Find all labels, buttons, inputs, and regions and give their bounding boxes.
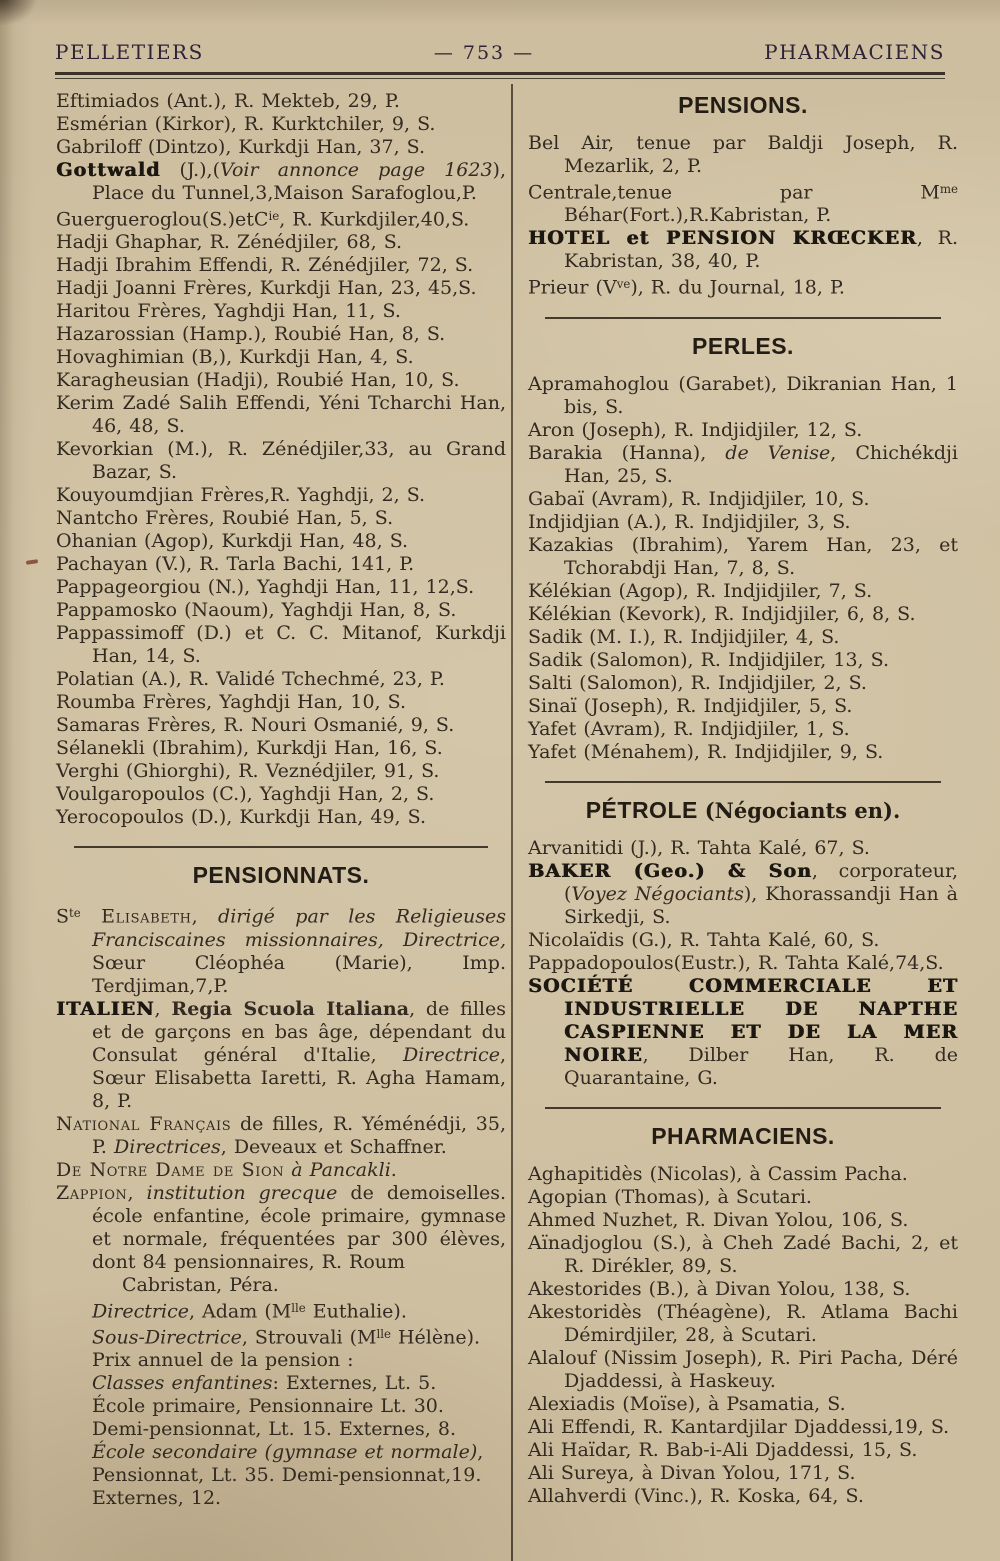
section-heading	[528, 796, 958, 823]
directory-entry: Alalouf (Nissim Joseph), R. Piri Pacha, Déré Djaddessi, à Haskeuy.	[528, 1346, 958, 1392]
section-pharmaciens	[528, 1107, 958, 1508]
section-heading-suffix: (Négociants en).	[704, 797, 901, 823]
directory-entry: Gottwald (J.),(Voir annonce page 1623), Place du Tunnel,3,Maison Sarafoglou,P.	[56, 159, 506, 204]
directory-entry: Pappassimoff (D.) et C. C. Mitanof, Kurkdji Han, 14, S.	[56, 622, 506, 668]
page-header	[55, 40, 945, 79]
entry-list	[56, 90, 506, 829]
section-rule	[545, 317, 941, 319]
directory-entry: Kélékian (Kevork), R. Indjidjiler, 6, 8, S.	[528, 602, 916, 625]
directory-entry: Prix annuel de la pension :	[92, 1349, 354, 1372]
directory-entry: Ohanian (Agop), Kurkdji Han, 48, S.	[56, 530, 409, 553]
directory-entry: École secondaire (gymnase et normale),	[92, 1441, 484, 1464]
directory-entry: Sadik (Salomon), R. Indjidjiler, 13, S.	[528, 648, 890, 671]
directory-entry: Yerocopoulos (D.), Kurkdji Han, 49, S.	[56, 806, 427, 829]
section-heading: PHARMACIENS.	[651, 1122, 835, 1149]
section-petrole	[528, 781, 958, 1090]
directory-entry: Sinaï (Joseph), R. Indjidjiler, 5, S.	[528, 694, 853, 717]
directory-entry: Hadji Joanni Frères, Kurkdji Han, 23, 45,S.	[56, 277, 477, 300]
directory-entry: Samaras Frères, R. Nouri Osmanié, 9, S.	[56, 714, 455, 737]
directory-entry: Alexiadis (Moïse), à Psamatia, S.	[528, 1392, 846, 1415]
directory-entry: Indjidjian (A.), R. Indjidjiler, 3, S.	[528, 510, 851, 533]
directory-entry: Directrice, Adam ($M^{lle}$ Euthalie).	[92, 1299, 407, 1322]
directory-entry: Verghi (Ghiorghi), R. Veznédjiler, 91, S.	[56, 760, 440, 783]
directory-entry: Aïnadjoglou (S.), à Cheh Zadé Bachi, 2, et R. Dirékler, 89, S.	[528, 1231, 958, 1277]
section-rule	[545, 781, 941, 783]
directory-entry: Hadji Ibrahim Effendi, R. Zénédjiler, 72, S.	[56, 254, 474, 277]
directory-entry: $S^{te}$ Elisabeth, dirigé par les Religieuses Franciscaines missionnaires, Directrice, Sœur Cléophéa (Marie), Imp. Terdjiman,7,P.	[56, 905, 506, 997]
directory-entry: Sélanekli (Ibrahim), Kurkdji Han, 16, S.	[56, 737, 443, 760]
directory-entry: Aghapitidès (Nicolas), à Cassim Pacha.	[528, 1162, 908, 1185]
directory-entry: Ali Haïdar, R. Bab-i-Ali Djaddessi, 15, S.	[528, 1438, 918, 1461]
directory-entry: Nicolaïdis (G.), R. Tahta Kalé, 60, S.	[528, 928, 880, 951]
paper-stain	[0, 0, 38, 26]
section-heading: PENSIONS.	[678, 92, 808, 118]
directory-entry: Arvanitidi (J.), R. Tahta Kalé, 67, S.	[528, 836, 870, 859]
section-pelletiers-continued	[56, 90, 506, 829]
directory-entry: Externes, 12.	[92, 1487, 222, 1510]
directory-entry: Centrale,tenue par $M^{me}$ Béhar(Fort.),R.Kabristan, P.	[528, 181, 958, 227]
page-number: — 753 —	[433, 42, 535, 64]
entry-list	[528, 132, 958, 300]
directory-entry: SOCIÉTÉ COMMERCIALE ET INDUSTRIELLE DE NAPTHE CASPIENNE ET DE LA MER NOIRE, Dilber Han, R. de Quarantaine, G.	[528, 974, 958, 1089]
section-pensionnats	[56, 846, 506, 1510]
directory-entry: Akestoridès (Théagène), R. Atlama Bachi Démirdjiler, 28, à Scutari.	[528, 1300, 958, 1346]
directory-entry: Apramahoglou (Garabet), Dikranian Han, 1 bis, S.	[528, 372, 958, 418]
directory-entry: Ali Sureya, à Divan Yolou, 171, S.	[528, 1461, 856, 1484]
directory-entry: Cabristan, Péra.	[122, 1273, 279, 1296]
section-rule	[545, 1107, 941, 1109]
directory-entry: Gabriloff (Dintzo), Kurkdji Han, 37, S.	[56, 136, 426, 158]
directory-entry: Agopian (Thomas), à Scutari.	[528, 1185, 812, 1208]
directory-entry: Gabaï (Avram), R. Indjidjiler, 10, S.	[528, 487, 870, 510]
directory-entry: National Français de filles, R. Yéménédji, 35, P. Directrices, Deveaux et Schaffner.	[56, 1112, 506, 1158]
directory-entry: HOTEL et PENSION KRŒCKER, R. Kabristan, 38, 40, P.	[528, 227, 958, 273]
directory-entry: Classes enfantines: Externes, Lt. 5.	[92, 1372, 437, 1395]
directory-entry: Yafet (Ménahem), R. Indjidjiler, 9, S.	[528, 740, 884, 763]
directory-entry: Kouyoumdjian Frères,R. Yaghdji, 2, S.	[56, 484, 426, 507]
margin-mark	[26, 559, 38, 565]
directory-entry: De Notre Dame de Sion à Pancakli.	[56, 1158, 397, 1181]
directory-entry: Demi-pensionnat, Lt. 15. Externes, 8.	[92, 1418, 456, 1441]
directory-entry: Guergueroglou(S.)etC$^{ie}$, R. Kurkdjiler,40,S.	[56, 208, 470, 231]
directory-entry: Pachayan (V.), R. Tarla Bachi, 141, P.	[56, 553, 415, 576]
directory-entry: Ahmed Nuzhet, R. Divan Yolou, 106, S.	[528, 1208, 909, 1231]
directory-entry: Barakia (Hanna), de Venise, Chichékdji Han, 25, S.	[528, 441, 959, 487]
section-rule	[74, 846, 488, 848]
section-heading: PERLES.	[692, 332, 794, 359]
entry-list	[56, 902, 506, 1510]
directory-entry: Voulgaropoulos (C.), Yaghdji Han, 2, S.	[56, 783, 435, 806]
directory-entry: Kevorkian (M.), R. Zénédjiler,33, au Grand Bazar, S.	[56, 438, 506, 484]
directory-entry: Pensionnat, Lt. 35. Demi-pensionnat,19.	[92, 1464, 482, 1487]
directory-entry: Akestorides (B.), à Divan Yolou, 138, S.	[528, 1277, 911, 1300]
directory-entry: Kerim Zadé Salih Effendi, Yéni Tcharchi Han, 46, 48, S.	[56, 392, 506, 438]
entry-list	[528, 373, 958, 764]
section-perles	[528, 317, 958, 764]
directory-entry: Ali Effendi, R. Kantardjilar Djaddessi,19, S.	[528, 1415, 950, 1438]
directory-entry: Bel Air, tenue par Baldji Joseph, R. Mezarlik, 2, P.	[528, 132, 958, 177]
directory-entry: Hazarossian (Hamp.), Roubié Han, 8, S.	[56, 323, 446, 346]
directory-entry: Allahverdi (Vinc.), R. Koska, 64, S.	[528, 1484, 864, 1507]
directory-entry: Karagheusian (Hadji), Roubié Han, 10, S.	[56, 369, 460, 392]
directory-entry: Hadji Ghaphar, R. Zénédjiler, 68, S.	[56, 231, 403, 254]
entry-list	[528, 1163, 958, 1508]
directory-entry: Prieur $(V^{ve})$, R. du Journal, 18, P.	[528, 276, 845, 299]
header-rule	[55, 72, 945, 79]
section-pensions	[528, 94, 958, 300]
directory-entry: Yafet (Avram), R. Indjidjiler, 1, S.	[528, 717, 850, 740]
directory-entry: Sous-Directrice, Strouvali ($M^{lle}$ Hélène).	[92, 1326, 481, 1349]
entry-list	[528, 837, 958, 1090]
section-heading-main: PÉTROLE	[585, 796, 698, 823]
directory-entry: Polatian (A.), R. Validé Tchechmé, 23, P.	[56, 668, 445, 691]
directory-entry: Pappamosko (Naoum), Yaghdji Han, 8, S.	[56, 599, 457, 622]
directory-entry: Esmérian (Kirkor), R. Kurktchiler, 9, S.	[56, 113, 436, 135]
directory-entry: Nantcho Frères, Roubié Han, 5, S.	[56, 507, 394, 530]
directory-entry: Roumba Frères, Yaghdji Han, 10, S.	[56, 691, 407, 714]
directory-entry: ITALIEN, Regia Scuola Italiana, de filles et de garçons en bas âge, dépendant du Consulat général d'Italie, Directrice, Sœur Elisabetta Iaretti, R. Agha Hamam, 8, P.	[56, 997, 506, 1112]
directory-entry: Sadik (M. I.), R. Indjidjiler, 4, S.	[528, 625, 840, 648]
directory-entry: Kélékian (Agop), R. Indjidjiler, 7, S.	[528, 579, 873, 602]
running-title-right: PHARMACIENS	[764, 40, 945, 64]
directory-entry: Eftimiados (Ant.), R. Mekteb, 29, P.	[56, 90, 400, 112]
running-title-left: PELLETIERS	[55, 40, 204, 64]
directory-entry: Salti (Salomon), R. Indjidjiler, 2, S.	[528, 671, 867, 694]
directory-entry: Zappion, institution grecque de demoiselles. école enfantine, école primaire, gymnase et normale, fréquentées par 300 élèves, dont 84 pensionnaires, R. Roum	[56, 1181, 506, 1273]
directory-entry: Pappageorgiou (N.), Yaghdji Han, 11, 12,S.	[56, 576, 475, 599]
directory-entry: Pappadopoulos(Eustr.), R. Tahta Kalé,74,S.	[528, 951, 944, 974]
directory-entry: Aron (Joseph), R. Indjidjiler, 12, S.	[528, 418, 863, 441]
directory-entry: BAKER (Geo.) & Son, corporateur, (Voyez Négociants), Khorassandji Han à Sirkedji, S.	[528, 859, 958, 928]
directory-entry: Hovaghimian (B,), Kurkdji Han, 4, S.	[56, 346, 414, 369]
right-column	[528, 90, 958, 1508]
directory-entry: École primaire, Pensionnaire Lt. 30.	[92, 1395, 444, 1418]
directory-entry: Haritou Frères, Yaghdji Han, 11, S.	[56, 300, 401, 323]
column-divider	[511, 84, 513, 1561]
left-column	[56, 90, 506, 1510]
section-heading: PENSIONNATS.	[192, 862, 370, 889]
directory-entry: Kazakias (Ibrahim), Yarem Han, 23, et Tchorabdji Han, 7, 8, S.	[528, 533, 958, 579]
